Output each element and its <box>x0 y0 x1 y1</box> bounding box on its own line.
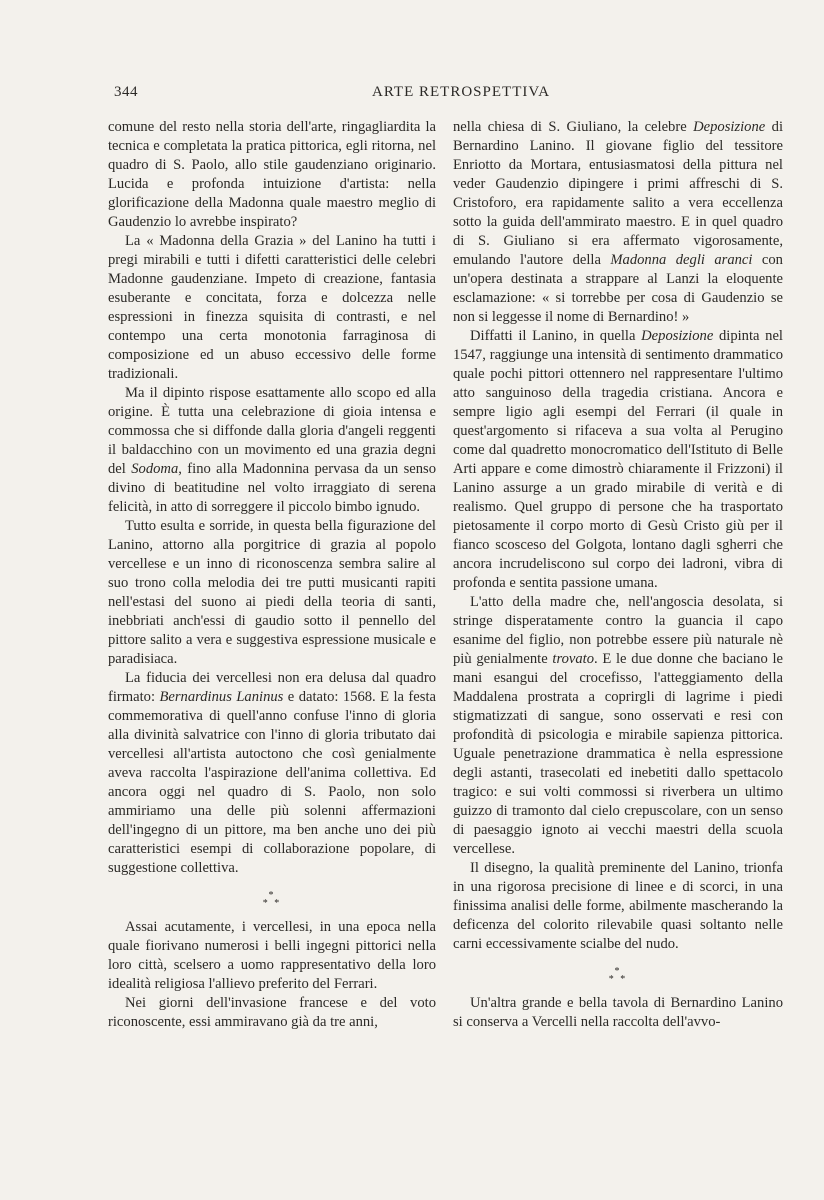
text-run: e datato: 1568. E la festa commemorativa di quell'anno confuse l'inno di gloria alla divinità salvatrice con l'inno di gloria tributato dai vercellesi all'artista autoctono che così genialmente aveva raccolta l'aspirazione dell'anima collettiva. Ed ancora oggi nel quadro di S. Paolo, non solo ammiriamo una delle più solenni affermazioni dell'ingegno di un pittore, ma ben anche uno dei più caratteristici esempi di collaborazione popolare, di suggestione collettiva. <box>108 689 436 876</box>
running-title: ARTE RETROSPETTIVA <box>372 84 551 100</box>
text-run: con un'opera destinata a strappare al Lanzi la eloquente esclamazione: « si torrebbe per cosa di Gaudenzio se non si leggesse il nome di Bernardino! » <box>453 252 783 325</box>
paragraph <box>108 384 436 517</box>
right-column <box>453 118 783 1032</box>
asterism-top: * <box>614 966 622 977</box>
paragraph: Tutto esulta e sorride, in questa bella figurazione del Lanino, attorno alla porgitrice di grazia al popolo vercellese e un inno di riconoscenza sembra salire al suo trono colla melodia dei tre putti musicanti rapiti nell'estasi del suono ai piedi della teoria di santi, inebbriati anch'essi di gaudio sotto il pennello del pittore salito a vera e suggestiva espressione musicale e paradisiaca. <box>108 518 436 667</box>
paragraph <box>108 669 436 878</box>
asterism-top: * <box>268 890 276 901</box>
text-run: Ma il dipinto rispose esattamente allo scopo ed alla origine. È tutta una celebrazione di gioia intensa e commossa che si diffonde dalla gloria d'angeli reggenti il baldacchino con un movimento ed una grazia degni del <box>108 385 436 477</box>
asterism-bottom: * * <box>262 898 282 909</box>
paragraph <box>453 118 783 327</box>
asterism-bottom: * * <box>608 974 628 985</box>
text-run: . E le due donne che baciano le mani esangui del crocefisso, l'atteggiamento della Maddalena prostrata a coprirgli di lagrime i piedi stigmatizzati di sangue, sono osservati e resi con profondità di psicologia e mirabile sapienza pittorica. Uguale penetrazione drammatica è nella espressione degli astanti, trasecolati ed inebetiti dallo spettacolo tragico: e sui volti commossi si riverbera un ultimo guizzo di tramonto dal cielo crepuscolare, con un senso di paesaggio ignoto ai vecchi maestri della scuola vercellese. <box>453 651 783 857</box>
text-run: nella chiesa di S. Giuliano, la celebre <box>453 119 694 135</box>
text-run: dipinta nel 1547, raggiunge una intensità di sentimento drammatico quale pochi pittori ottennero nel rappresentare l'ultimo atto sanguinoso della tragedia cristiana. Ancora e sempre ligio agli esempi del Ferrari (il quale in quest'argomento si rifaceva a sua volta al Perugino come dal quadretto monocromatico dell'Istituto di Belle Arti appare e come dimostrò chiaramente il Frizzoni) il Lanino assurge a un grado mirabile di verità e di realismo. Quel gruppo di persone che ha trasportato pietosamente il corpo morto di Gesù Cristo giù per il fianco scosceso del Golgota, lontano dagli sgherri che ancora incrudeliscono sul corpo dei ladroni, vibra di profonda e sentita passione umana. <box>453 328 783 591</box>
italic-text: Sodoma <box>131 461 179 477</box>
italic-text: Deposizione <box>693 119 766 135</box>
italic-text: trovato <box>552 651 595 667</box>
text-run: L'atto della madre che, nell'angoscia desolata, si stringe disperatamente contro la guancia il capo esanime del figlio, non potrebbe essere più naturale nè più genialmente <box>453 594 783 667</box>
text-run: , fino alla Madonnina pervasa da un senso divino di beatitudine nel volto irraggiato di serena felicità, in atto di sorreggere il piccolo bimbo ignudo. <box>108 461 436 515</box>
text-run: La fiducia dei vercellesi non era delusa dal quadro firmato: <box>108 670 436 705</box>
text-run: di Bernardino Lanino. Il giovane figlio del tessitore Enriotto da Mortara, entusiasmatosi della pittura nel veder Gaudenzio dipingere i primi affreschi di S. Cristoforo, era rapidamente salito a vera eccellenza sotto la guida dell'ammirato maestro. E in quel quadro di S. Giuliano si era affermato vigorosamente, emulando l'autore della <box>453 119 783 268</box>
page-number: 344 <box>114 84 138 100</box>
section-separator <box>453 968 783 984</box>
paragraph: Il disegno, la qualità preminente del Lanino, trionfa in una rigorosa precisione di linee e di scorci, in una finissima analisi delle forme, abilmente mascherando la deficenza del colorito rilevabile quasi soltanto nelle carni eccessivamente scialbe del nudo. <box>453 860 783 952</box>
paragraph <box>453 593 783 859</box>
italic-text: Bernardinus Laninus <box>159 689 284 705</box>
paragraph: comune del resto nella storia dell'arte, ringagliardita la tecnica e completata la pratica pittorica, egli ritorna, nel quadro di S. Paolo, allo stile gaudenziano originario. Lucida e profonda intuizione d'artista: nella glorificazione della Madonna quale maestro meglio di Gaudenzio lo avrebbe inspirato? <box>108 119 436 230</box>
section-separator <box>108 892 436 908</box>
text-run: Diffatti il Lanino, in quella <box>470 328 642 344</box>
italic-text: Madonna degli aranci <box>610 252 753 268</box>
paragraph: Assai acutamente, i vercellesi, in una epoca nella quale fiorivano numerosi i belli ingegni pittorici nella loro città, scelsero a uomo rappresentativo della loro idealità religiosa l'allievo preferito del Ferrari. <box>108 919 436 992</box>
left-column <box>108 118 436 1032</box>
paragraph <box>453 327 783 593</box>
page-header <box>114 84 784 108</box>
paragraph: Un'altra grande e bella tavola di Bernardino Lanino si conserva a Vercelli nella raccolta dell'avvo- <box>453 995 783 1030</box>
italic-text: Deposizione <box>641 328 714 344</box>
paragraph: La « Madonna della Grazia » del Lanino ha tutti i pregi mirabili e tutti i difetti caratteristici delle celebri Madonne gaudenziane. Impeto di creazione, fantasia esuberante e concitata, forza e dolcezza nelle espressioni in finezza squisita di contrasti, e nel contempo una certa monotonia farraginosa di composizione ed un abuso eccessivo delle forme tradizionali. <box>108 233 436 382</box>
paragraph: Nei giorni dell'invasione francese e del voto riconoscente, essi ammiravano già da tre anni, <box>108 995 436 1030</box>
